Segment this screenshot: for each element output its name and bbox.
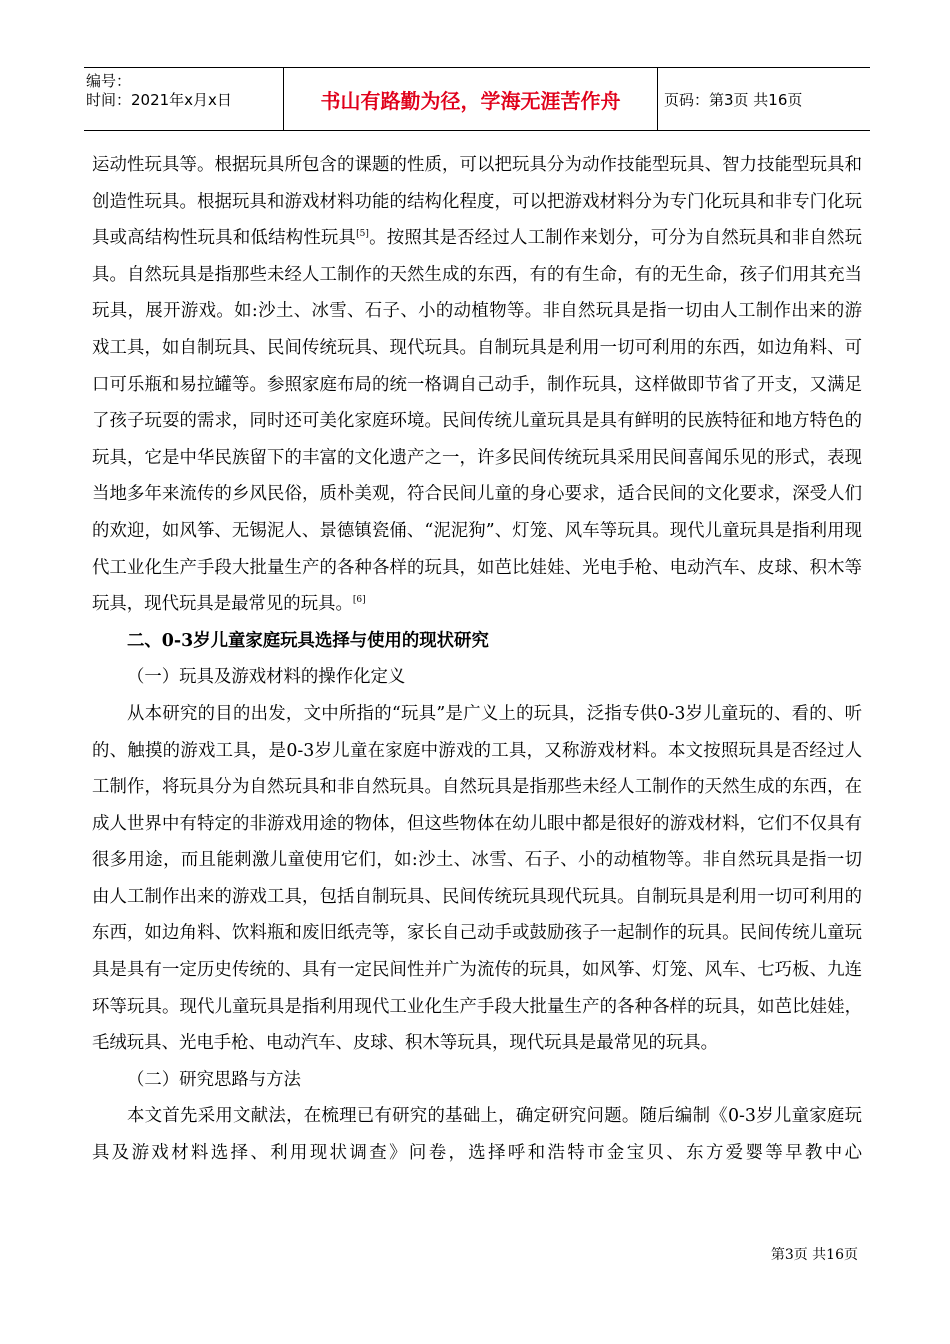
page-footer: 第3页 共16页 — [770, 1247, 858, 1263]
header-motto: 书山有路勤为径，学海无涯苦作舟 — [284, 68, 658, 130]
paragraph-text: 运动性玩具等。根据玩具所包含的课题的性质，可以把玩具分为动作技能型玩具、智力技能型玩具和创造性玩具。根据玩具和游戏材料功能的结构化程度，可以把游戏材料分为专门化玩具和非专门化玩具或高结构性玩具和低结构性玩具 — [92, 155, 862, 249]
subsection-heading: （二）研究思路与方法 — [127, 1069, 301, 1090]
citation-6: [6] — [352, 595, 366, 606]
paragraph-methods: 本文首先采用文献法，在梳理已有研究的基础上，确定研究问题。随后编制《0-3岁儿童家庭玩具及游戏材料选择、利用现状调查》问卷，选择呼和浩特市金宝贝、东方爱婴等早教中心 — [92, 1106, 862, 1164]
citation-5: [5] — [356, 229, 369, 240]
section-heading: 二、0-3岁儿童家庭玩具选择与使用的现状研究 — [127, 630, 489, 651]
paragraph-toy-classification — [92, 147, 862, 623]
header-time: 时间：2021年x月x日 — [86, 91, 232, 109]
header-meta — [84, 68, 284, 130]
document-body — [92, 147, 862, 1172]
paragraph-text: 。按照其是否经过人工制作来划分，可分为自然玩具和非自然玩具。自然玩具是指那些未经人工制作的天然生成的东西，有的有生命，有的无生命，孩子们用其充当玩具，展开游戏。如:沙土、冰雪、石子、小的动植物等。非自然玩具是指一切由人工制作出来的游戏工具，如自制玩具、民间传统玩具、现代玩具。自制玩具是利用一切可利用的东西，如边角料、可口可乐瓶和易拉罐等。参照家庭布局的统一格调自己动手，制作玩具，这样做即节省了开支，又满足了孩子玩耍的需求，同时还可美化家庭环境。民间传统儿童玩具是具有鲜明的民族特征和地方特色的玩具，它是中华民族留下的丰富的文化遗产之一，许多民间传统玩具采用民间喜闻乐见的形式，表现当地多年来流传的乡风民俗，质朴美观，符合民间儿童的身心要求，适合民间的文化要求，深受人们的欢迎，如风筝、无锡泥人、景德镇瓷俑、“泥泥狗”、灯笼、风车等玩具。现代儿童玩具是指利用现代工业化生产手段大批量生产的各种各样的玩具，如芭比娃娃、光电手枪、电动汽车、皮球、积木等玩具，现代玩具是最常见的玩具。 — [92, 228, 862, 615]
header-number: 编号： — [86, 72, 132, 90]
paragraph-definition: 从本研究的目的出发，文中所指的“玩具”是广义上的玩具，泛指专供0-3岁儿童玩的、看的、听的、触摸的游戏工具，是0-3岁儿童在家庭中游戏的工具，又称游戏材料。本文按照玩具是否经过人工制作，将玩具分为自然玩具和非自然玩具。自然玩具是指那些未经人工制作的天然生成的东西，在成人世界中有特定的非游戏用途的物体，但这些物体在幼儿眼中都是很好的游戏材料，它们不仅具有很多用途，而且能刺激儿童使用它们，如:沙土、冰雪、石子、小的动植物等。非自然玩具是指一切由人工制作出来的游戏工具，包括自制玩具、民间传统玩具现代玩具。自制玩具是利用一切可利用的东西，如边角料、饮料瓶和废旧纸壳等，家长自己动手或鼓励孩子一起制作的玩具。民间传统儿童玩具是具有一定历史传统的、具有一定民间性并广为流传的玩具，如风筝、灯笼、风车、七巧板、九连环等玩具。现代儿童玩具是指利用现代工业化生产手段大批量生产的各种各样的玩具，如芭比娃娃，毛绒玩具、光电手枪、电动汽车、皮球、积木等玩具，现代玩具是最常见的玩具。 — [92, 703, 862, 1054]
page-header — [84, 67, 870, 131]
subsection-heading: （一）玩具及游戏材料的操作化定义 — [127, 667, 406, 688]
header-page-info: 页码：第3页 共16页 — [664, 90, 803, 109]
